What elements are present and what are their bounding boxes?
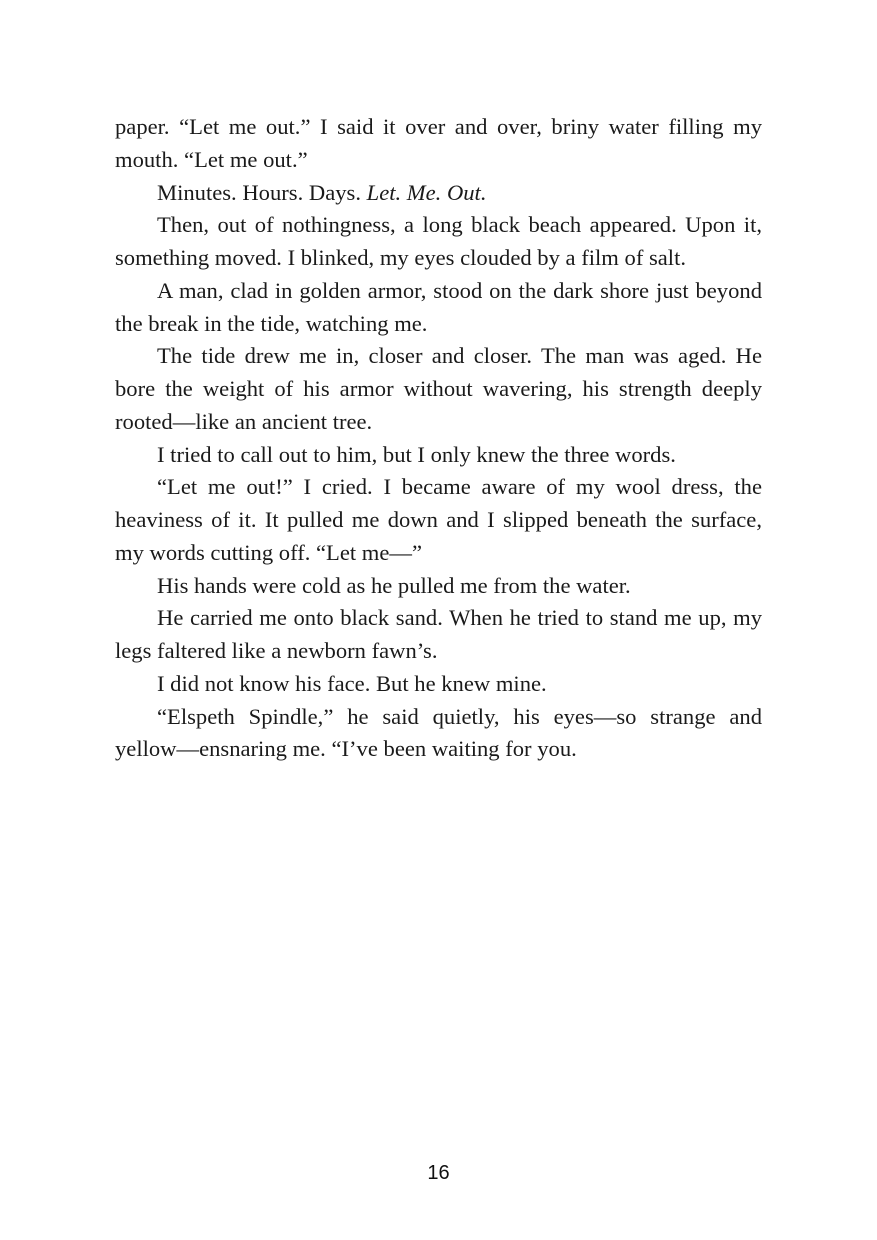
paragraph: [115, 340, 762, 438]
paragraph-text: I tried to call out to him, but I only knew the three words.: [157, 441, 676, 467]
paragraph-text: Minutes. Hours. Days.: [157, 179, 367, 205]
paragraph: [115, 111, 762, 177]
paragraph-text: The tide drew me in, closer and closer. The man was aged. He bore the weight of his armor without wavering, his strength deeply rooted—like an ancient tree.: [115, 343, 762, 434]
paragraph: [115, 471, 762, 569]
paragraph-text: A man, clad in golden armor, stood on the dark shore just beyond the break in the tide, watching me.: [115, 277, 762, 336]
paragraph: [115, 602, 762, 668]
paragraph-text: I did not know his face. But he knew mine.: [157, 670, 547, 696]
page-number: 16: [427, 1162, 450, 1184]
paragraph: [115, 209, 762, 275]
paragraph-italic-text: Let. Me. Out.: [366, 179, 487, 205]
paragraph-text: paper. “Let me out.” I said it over and over, briny water filling my mouth. “Let me out.”: [115, 114, 762, 172]
paragraph: [115, 570, 762, 603]
paragraph: [115, 439, 762, 472]
paragraph: [115, 177, 762, 210]
paragraph-text: Then, out of nothingness, a long black beach appeared. Upon it, something moved. I blinked, my eyes clouded by a film of salt.: [115, 212, 762, 270]
paragraph: [115, 701, 762, 767]
paragraph-text: He carried me onto black sand. When he tried to stand me up, my legs faltered like a newborn fawn’s.: [115, 605, 762, 663]
paragraph-text: His hands were cold as he pulled me from the water.: [157, 572, 631, 598]
paragraph: [115, 668, 762, 701]
paragraph-text: “Elspeth Spindle,” he said quietly, his eyes—so strange and yellow—ensnaring me. “I’ve been waiting for you.: [115, 703, 762, 762]
paragraph: [115, 275, 762, 341]
body-text: [115, 111, 762, 766]
paragraph-text: “Let me out!” I cried. I became aware of my wool dress, the heaviness of it. It pulled me down and I slipped beneath the surface, my words cutting off. “Let me—”: [115, 474, 762, 565]
